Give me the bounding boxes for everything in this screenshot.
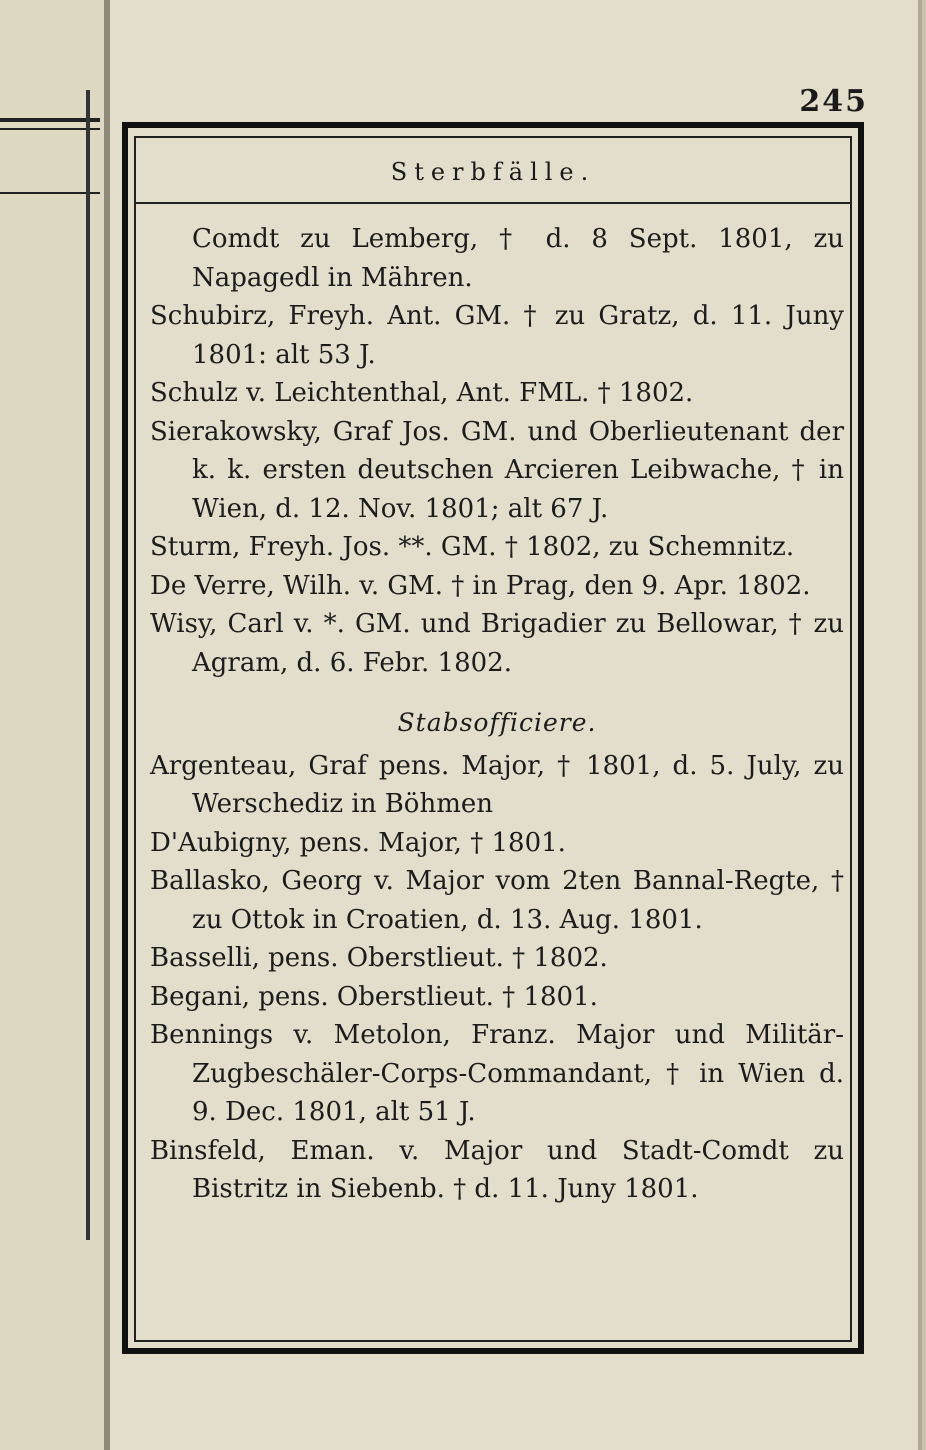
list-item: Begani, pens. Oberstlieut. † 1801. — [150, 981, 598, 1012]
entry-list — [150, 220, 844, 1209]
list-item: Basselli, pens. Oberstlieut. † 1802. — [150, 943, 608, 973]
list-item: Binsfeld, Eman. v. Major und Stadt-Comdt zu Bistritz in Siebenb. † d. 11. Juny 1801. — [150, 1135, 844, 1204]
list-item: Schubirz, Freyh. Ant. GM. † zu Gratz, d. 11. Juny 1801: alt 53 J. — [150, 301, 844, 370]
facing-page-edge — [0, 0, 110, 1450]
list-item: Wisy, Carl v. *. GM. und Brigadier zu Bellowar, † zu Agram, d. 6. Febr. 1802. — [150, 609, 844, 678]
page-number: 245 — [799, 84, 868, 119]
facing-page-rule — [0, 128, 100, 130]
facing-page-rule — [0, 192, 100, 194]
facing-page-rule — [0, 118, 100, 122]
list-item: Argenteau, Graf pens. Major, † 1801, d. 5. July, zu Werschediz in Böhmen — [150, 750, 844, 819]
list-item: Ballasko, Georg v. Major vom 2ten Bannal-Regte, † zu Ottok in Croatien, d. 13. Aug. 1801. — [150, 866, 844, 935]
list-item: Sierakowsky, Graf Jos. GM. und Oberlieutenant der k. k. ersten deutschen Arcieren Leibwache, † in Wien, d. 12. Nov. 1801; alt 67 J. — [150, 416, 844, 524]
book-page — [110, 0, 922, 1450]
page-border-outer — [122, 122, 864, 1354]
header-rule — [136, 202, 850, 204]
list-item: De Verre, Wilh. v. GM. † in Prag, den 9. Apr. 1802. — [150, 570, 811, 601]
list-item: Bennings v. Metolon, Franz. Major und Militär-Zugbeschäler-Corps-Commandant, † in Wien d. 9. Dec. 1801, alt 51 J. — [150, 1020, 844, 1127]
list-item: Sturm, Freyh. Jos. **. GM. † 1802, zu Schemnitz. — [150, 532, 795, 562]
facing-page-frame — [86, 90, 90, 1240]
list-item: D'Aubigny, pens. Major, † 1801. — [150, 827, 566, 858]
page-border-inner — [134, 136, 852, 1342]
list-item: Schulz v. Leichtenthal, Ant. FML. † 1802. — [150, 378, 694, 408]
running-header: Sterbfälle. — [390, 158, 596, 186]
section-heading: Stabsofficiere. — [397, 708, 597, 737]
list-item: Comdt zu Lemberg, † d. 8 Sept. 1801, zu Napagedl in Mähren. — [192, 224, 844, 293]
